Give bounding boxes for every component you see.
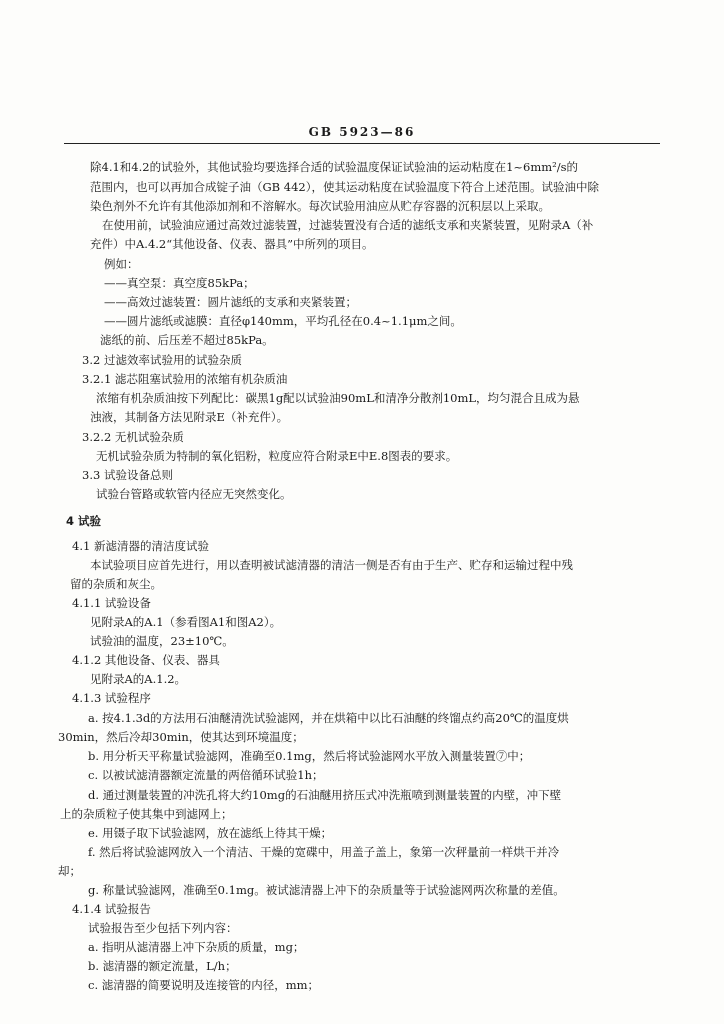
text-line: 见附录A的A.1（参看图A1和图A2）。 [90, 615, 282, 629]
list-item: d. 通过测量装置的冲洗孔将大约10mg的石油醚用挤压式冲洗瓶喷到测量装置的内壁，冲下壁 [88, 788, 562, 802]
text-line: 浊液，其制备方法见附录E（补充件）。 [90, 410, 289, 424]
text-line: 在使用前，试验油应通过高效过滤装置，过滤装置没有合适的滤纸支承和夹紧装置，见附录A（补 [102, 218, 594, 232]
chapter-heading: 4 试验 [66, 514, 102, 528]
text-line: ——真空泵：真空度85kPa； [104, 276, 255, 290]
section-heading: 4.1.4 试验报告 [72, 902, 151, 916]
text-line: 滤纸的前、后压差不超过85kPa。 [100, 333, 274, 347]
text-line: ——高效过滤装置：圆片滤纸的支承和夹紧装置； [104, 295, 357, 309]
text-line: 留的杂质和灰尘。 [70, 577, 162, 591]
section-heading: 4.1.1 试验设备 [72, 596, 151, 610]
section-heading: 3.2.2 无机试验杂质 [82, 430, 184, 444]
text-line: 上的杂质粒子使其集中到滤网上； [60, 807, 233, 821]
list-item: b. 用分析天平称量试验滤网，准确至0.1mg，然后将试验滤网水平放入测量装置⑦中； [88, 749, 531, 763]
section-heading: 4.1 新滤清器的清洁度试验 [72, 539, 209, 553]
section-heading: 3.2 过滤效率试验用的试验杂质 [82, 353, 242, 367]
text-line: 30min，然后冷却30min，使其达到环境温度； [58, 730, 304, 744]
text-line: 范围内，也可以再加合成锭子油（GB 442），使其运动粘度在试验温度下符合上述范围。试验油中除 [90, 180, 599, 194]
text-line: 充件）中A.4.2“其他设备、仪表、器具”中所列的项目。 [90, 237, 374, 251]
list-item: b. 滤清器的额定流量，L/h； [88, 959, 237, 973]
list-item: e. 用镊子取下试验滤网，放在滤纸上待其干燥； [88, 826, 333, 840]
text-line: 染色剂外不允许有其他添加剂和不溶解水。每次试验用油应从贮存容器的沉积层以上采取。 [90, 199, 550, 213]
text-line: 却； [58, 864, 81, 878]
text-line: 试验台管路或软管内径应无突然变化。 [96, 487, 292, 501]
list-item: g. 称量试验滤网，准确至0.1mg。被试滤清器上冲下的杂质量等于试验滤网两次称量的差值。 [88, 883, 565, 897]
text-line: 本试验项目应首先进行，用以查明被试滤清器的清洁一侧是否有由于生产、贮存和运输过程中残 [90, 558, 573, 572]
list-item: a. 指明从滤清器上冲下杂质的质量，mg； [88, 940, 305, 954]
text-line: 见附录A的A.1.2。 [90, 672, 187, 686]
header-rule [64, 143, 660, 144]
list-item: c. 滤清器的简要说明及连接管的内径，mm； [88, 978, 320, 992]
text-line: 除4.1和4.2的试验外，其他试验均要选择合适的试验温度保证试验油的运动粘度在1~6mm²/s的 [90, 160, 579, 174]
list-item: a. 按4.1.3d的方法用石油醚清洗试验滤网，并在烘箱中以比石油醚的终馏点约高20℃的温度烘 [88, 711, 569, 725]
section-heading: 4.1.3 试验程序 [72, 691, 151, 705]
text-line: 浓缩有机杂质油按下列配比：碳黑1g配以试验油90mL和清净分散剂10mL，均匀混合且成为悬 [96, 391, 580, 405]
section-heading: 4.1.2 其他设备、仪表、器具 [72, 653, 220, 667]
text-line: 试验报告至少包括下列内容： [88, 921, 238, 935]
section-heading: 3.2.1 滤芯阻塞试验用的浓缩有机杂质油 [82, 372, 288, 386]
text-line: 无机试验杂质为特制的氧化铝粉，粒度应符合附录E中E.8图表的要求。 [96, 449, 458, 463]
text-line: 例如： [104, 257, 139, 271]
text-line: 试验油的温度，23±10℃。 [90, 634, 234, 648]
section-heading: 3.3 试验设备总则 [82, 468, 173, 482]
list-item: c. 以被试滤清器额定流量的两倍循环试验1h； [88, 768, 324, 782]
page-header: GB 5923—86 [308, 125, 416, 139]
text-line: ——圆片滤纸或滤膜：直径φ140mm，平均孔径在0.4~1.1μm之间。 [104, 314, 462, 328]
list-item: f. 然后将试验滤网放入一个清洁、干燥的宽碟中，用盖子盖上，象第一次秤量前一样烘干并冷 [88, 845, 560, 859]
